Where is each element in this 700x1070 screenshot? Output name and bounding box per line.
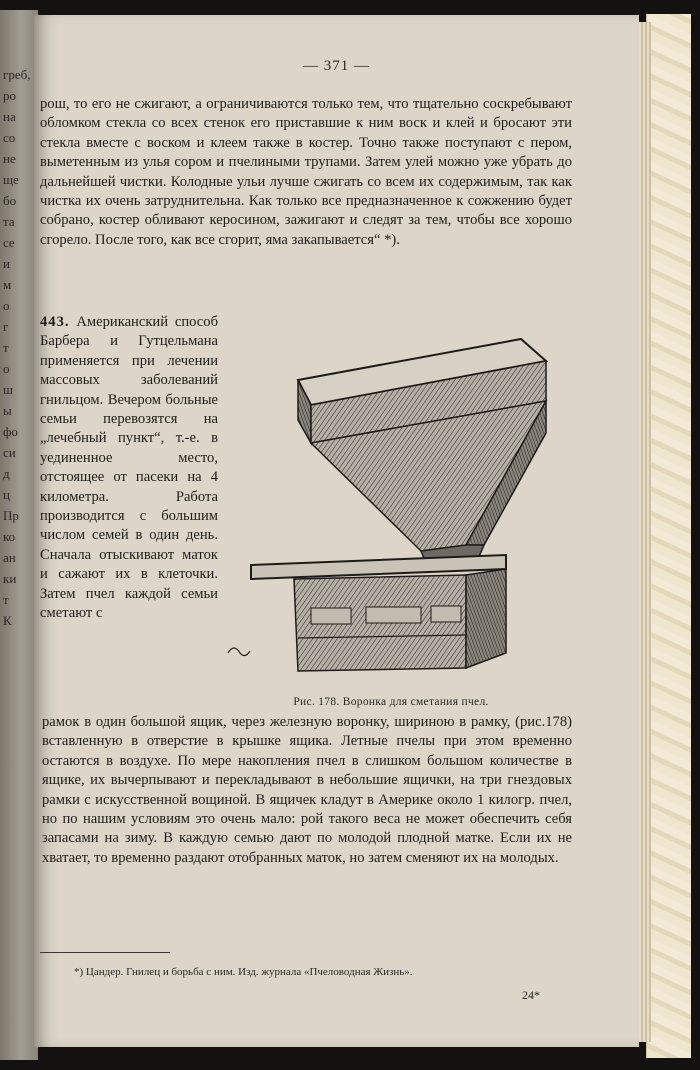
facing-page-edge [0,10,38,1060]
facing-page-fragment: о [3,298,10,313]
facing-page-fragment: на [3,109,16,124]
facing-page-fragment: д [3,466,10,481]
facing-page-fragment: со [3,130,16,145]
facing-page-fragment: ш [3,382,14,397]
figure-caption: Рис. 178. Воронка для сметания пчел. [293,696,489,708]
facing-page-fragment: т [3,340,9,355]
facing-page-fragment: та [3,214,15,229]
facing-page-fragment: о [3,361,10,376]
book-cover-edge [646,14,691,1058]
facing-page-fragment: К [3,613,12,628]
facing-page-fragment: ц [3,487,10,502]
facing-page-fragment: си [3,445,16,460]
facing-page-fragment: т [3,592,9,607]
funnel-illustration [216,323,556,683]
facing-page-fragment: фо [3,424,18,439]
facing-page-fragment: и [3,256,10,271]
footnote: *) Цандер. Гнилец и борьба с ним. Изд. журнала «Пчеловодная Жизнь». [74,966,413,978]
facing-page-fragment: ы [3,403,12,418]
facing-page-fragment: се [3,235,15,250]
facing-page-fragment: ро [3,88,16,103]
left-column-text: Американский способ Барбера и Гутцельмана применяется при лечении массовых заболеваний гнильцом. Вечером больные семьи перевозятся на „лечебный пункт“, т.-е. в уединенное место, отстоящее от пасеки на 4 километра. Работа производится с большим числом семей в один день. Сначала отыскивают маток и сажают их в клеточки. Затем пчел каждой семьи сметают с [40,314,218,622]
facing-page-fragment: не [3,151,16,166]
facing-page-fragment: ко [3,529,16,544]
facing-page-fragment: греб, [3,67,31,82]
facing-page-fragment: ан [3,550,16,565]
facing-page-fragment: Пр [3,508,19,523]
facing-page-fragment: ки [3,571,17,586]
bottom-paragraph: рамок в один большой ящик, через железную воронку, шириною в рамку, (рис.178) вставленную в отверстие в крышке ящика. Летные пчелы при этом временно остаются в воздухе. По мере накопления пчел в слишком большом количестве в ящике, их вычерпывают и перекладывают в небольшие ящички, на три гнездовых рамки с искусственной вощиной. В ящичек кладут в Америке около 1 килогр. пчел, но по нашим условиям это очень мало: рой такого веса не может обеспечить себя запасами на зиму. В каждую семью дают по молодой плодной матке. Если их не хватает, то временно раздают отобранных маток, но затем сменяют их на молодых. [42,714,572,866]
page-stack-edge [637,22,651,1042]
footnote-divider [40,952,170,953]
page-number: — 371 — [303,58,370,74]
book-page [34,15,639,1047]
top-paragraph: рош, то его не сжигают, а ограничиваются только тем, что тщательно соскребывают обломком стекла со всех стенок его приставшие к ним воск и клей и бросают эти стекла вместе с воском и клеем также в костер. Точно также поступают с пером, выметенным из улья сором и пчелиными трупами. Затем улей можно уже убрать до дальнейшей чистки. Колодные ульи лучше сжигать со всем их содержимым, так как чистка их очень затруднительна. Как только все предназначенное к сожжению будет собрано, костер обливают керосином, зажигают и следят за тем, чтобы все хорошо сгорело. После того, как все сгорит, яма закапывается“ *). [40,96,572,248]
facing-page-fragment: г [3,319,9,334]
facing-page-fragment: бо [3,193,17,208]
printer-signature-mark: 24* [522,988,540,1002]
left-column-paragraph [40,313,218,624]
facing-page-fragment: ще [3,172,19,187]
section-number: 443. [40,314,70,330]
facing-page-fragment: м [3,277,12,292]
